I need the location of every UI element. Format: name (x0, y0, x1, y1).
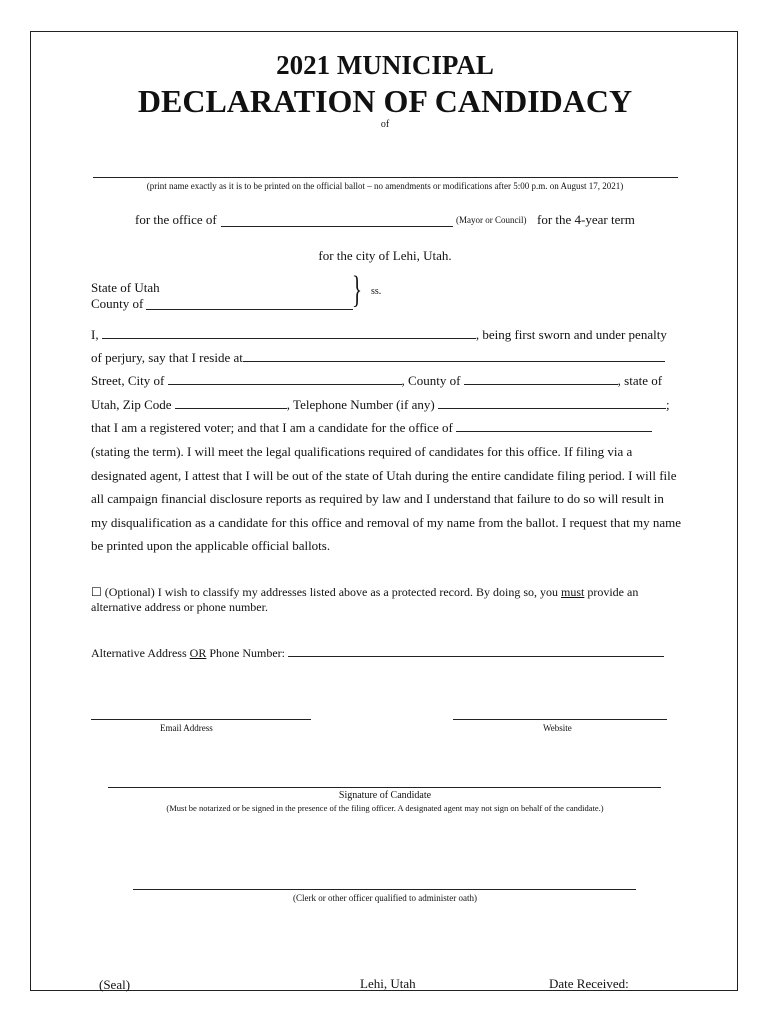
protected-record-line-2: alternative address or phone number. (91, 600, 268, 614)
declaration-text-5: be printed upon the applicable official ballots. (91, 538, 331, 553)
candidate-name-caption: (print name exactly as it is to be printed on the official ballot – no amendments or modifications after 5:00 p.m. on August 17, 2021) (146, 181, 624, 191)
of-label: of (380, 119, 390, 130)
declaration-text-3: all campaign financial disclosure reports as required by law and I understand that failure to do so will result in (91, 491, 664, 506)
state-label: State of Utah (91, 280, 160, 295)
clerk-label: (Clerk or other officer qualified to administer oath) (292, 893, 478, 903)
reside-label: of perjury, say that I reside at (91, 350, 243, 365)
telephone-field[interactable] (438, 397, 666, 409)
declaration-line-2 (91, 350, 665, 366)
alternative-contact-field[interactable] (288, 646, 664, 657)
brace-glyph: } (352, 269, 363, 311)
county-label: County of (91, 296, 144, 311)
city-field[interactable] (168, 373, 402, 385)
candidate-name-line[interactable] (93, 177, 678, 178)
ss-label: ss. (371, 286, 382, 297)
office-type-hint: (Mayor or Council) (456, 215, 527, 225)
declaration-text-4: my disqualification as a candidate for this office and removal of my name from the ballot. I request that my name (91, 514, 681, 530)
zip-field[interactable] (175, 397, 287, 409)
alternative-address-label: Alternative Address (91, 646, 187, 660)
must-emphasis: must (561, 585, 585, 599)
declaration-line-4 (91, 397, 670, 413)
office-term: for the 4-year term (537, 212, 635, 227)
county-of-label: , County of (401, 373, 461, 388)
declaration-paragraph (91, 440, 681, 558)
declaration-line-3 (91, 373, 662, 389)
residence-field[interactable] (243, 350, 665, 362)
declaration-line-5 (91, 420, 652, 436)
declaration-i: I, (91, 327, 99, 342)
optional-protected-line (91, 585, 638, 600)
protected-record-checkbox[interactable]: ☐ (91, 585, 102, 599)
city-of-label: Street, City of (91, 373, 165, 388)
location-label: Lehi, Utah (360, 976, 416, 991)
signature-line[interactable] (108, 787, 661, 788)
candidate-office-field[interactable] (456, 420, 652, 432)
declaration-text-2: designated agent, I attest that I will be out of the state of Utah during the entire candidate filing period. I will file (91, 467, 677, 483)
city-line: for the city of Lehi, Utah. (318, 248, 452, 263)
telephone-label: , Telephone Number (if any) (286, 397, 435, 412)
email-line[interactable] (91, 719, 311, 720)
declaration-text-1: (stating the term). I will meet the legal qualifications required of candidates for this office. If filing via a (91, 444, 633, 459)
signature-note: (Must be notarized or be signed in the presence of the filing officer. A designated agent may not sign on behalf of the candidate.) (166, 803, 604, 813)
candidate-office-label: that I am a registered voter; and that I am a candidate for the office of (91, 420, 453, 435)
document-title: DECLARATION OF CANDIDACY (137, 83, 633, 119)
email-label: Email Address (160, 723, 213, 733)
state-of-label: , state of (617, 373, 663, 388)
website-line[interactable] (453, 719, 667, 720)
alternative-contact-line (91, 646, 664, 661)
declaration-line-1 (91, 327, 667, 343)
date-received-label: Date Received: (549, 976, 629, 991)
protected-record-text-end: provide an (587, 585, 639, 599)
clerk-signature-line[interactable] (133, 889, 636, 890)
declaration-oath-text: , being first sworn and under penalty (475, 327, 667, 342)
semicolon: ; (665, 397, 670, 412)
signature-label: Signature of Candidate (338, 790, 432, 801)
phone-number-label: Phone Number: (209, 646, 285, 660)
county-field[interactable] (464, 373, 618, 385)
protected-record-text: (Optional) I wish to classify my addresses listed above as a protected record. By doing so, you (104, 585, 558, 599)
county-line[interactable] (146, 309, 353, 310)
seal-label: (Seal) (99, 977, 131, 992)
office-prefix: for the office of (135, 212, 217, 227)
office-line[interactable] (221, 226, 453, 227)
website-label: Website (543, 723, 572, 733)
or-emphasis: OR (189, 646, 207, 660)
zip-label: Utah, Zip Code (91, 397, 172, 412)
declarant-name-field[interactable] (102, 327, 476, 339)
document-title-year: 2021 MUNICIPAL (276, 50, 494, 80)
